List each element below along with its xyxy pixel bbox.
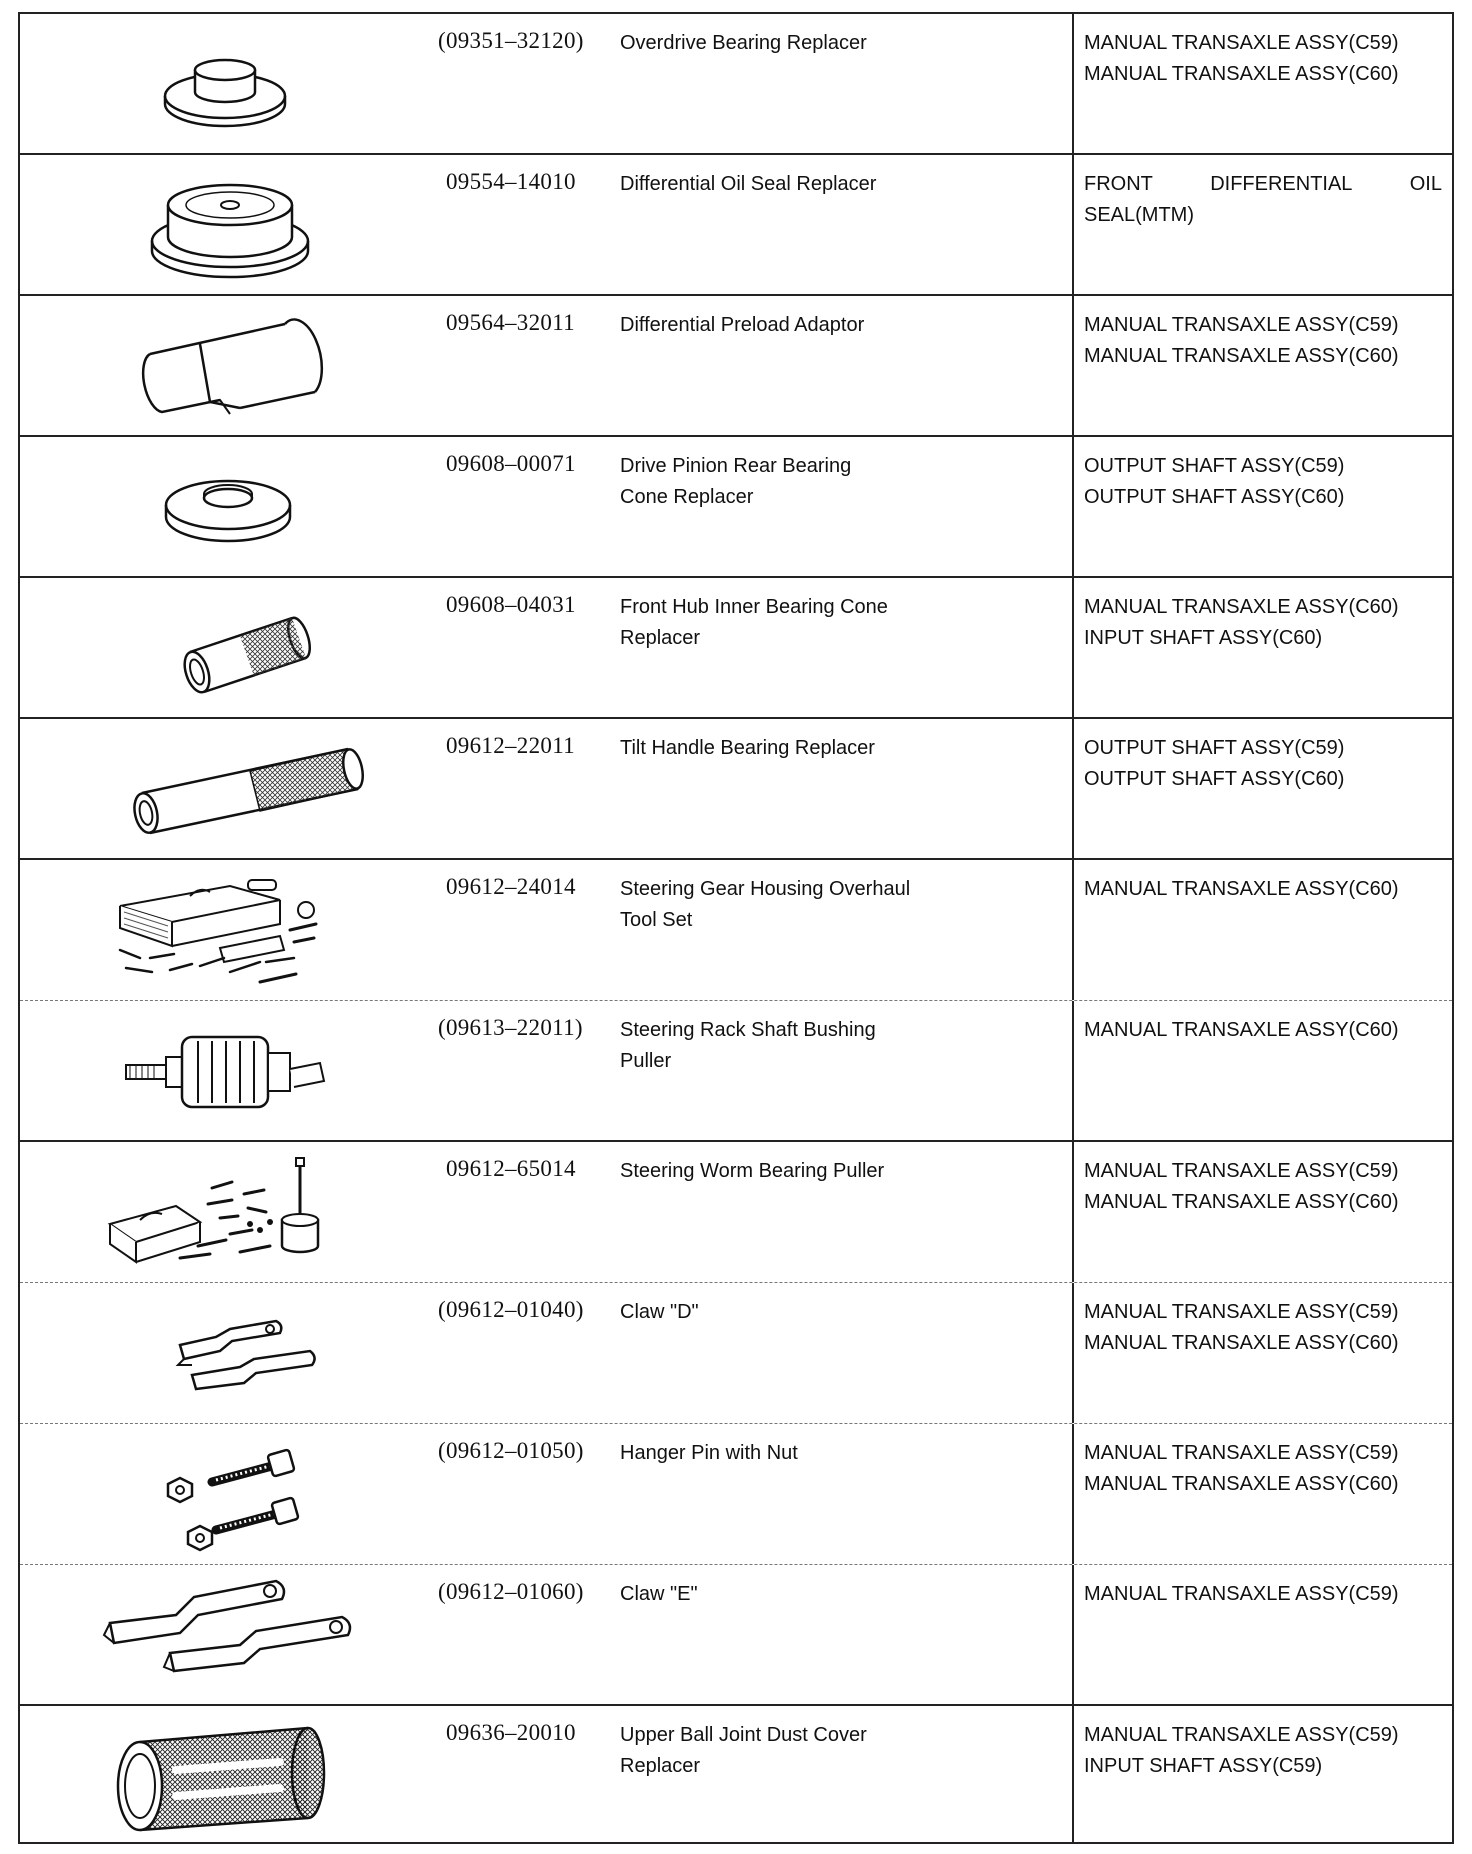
applicable-assemblies (1084, 169, 1442, 231)
assembly-line: OUTPUT SHAFT ASSY(C60) (1084, 486, 1345, 508)
part-number: 09636–20010 (446, 1720, 576, 1745)
assembly-line (1084, 169, 1442, 200)
bearing-cone-replacer-icon (80, 443, 420, 571)
applicable-assemblies (1084, 1720, 1442, 1782)
applicable-assemblies (1084, 874, 1442, 905)
assembly-line: SEAL(MTM) (1084, 204, 1194, 226)
column-divider (1072, 1283, 1074, 1423)
part-number: (09612–01040) (438, 1297, 584, 1322)
column-divider (1072, 1706, 1074, 1844)
applicable-assemblies (1084, 1438, 1442, 1500)
assembly-line: MANUAL TRANSAXLE ASSY(C60) (1084, 1473, 1399, 1495)
assembly-line: MANUAL TRANSAXLE ASSY(C60) (1084, 596, 1399, 618)
tool-description (620, 592, 1060, 654)
description-line: Puller (620, 1050, 672, 1072)
part-number: (09351–32120) (438, 28, 584, 53)
table-row (20, 14, 1452, 155)
part-number: 09564–32011 (446, 310, 575, 335)
tool-description (620, 1438, 1060, 1469)
description-line: Overdrive Bearing Replacer (620, 32, 867, 54)
applicable-assemblies (1084, 1156, 1442, 1218)
table-row (20, 155, 1452, 296)
applicable-assemblies (1084, 592, 1442, 654)
description-line: Tool Set (620, 909, 693, 931)
tool-description (620, 733, 1060, 764)
assembly-line: MANUAL TRANSAXLE ASSY(C60) (1084, 63, 1399, 85)
assembly-line: MANUAL TRANSAXLE ASSY(C59) (1084, 1160, 1399, 1182)
description-line: Claw "E" (620, 1583, 698, 1605)
part-number: (09612–01050) (438, 1438, 584, 1463)
table-row (20, 296, 1452, 437)
column-divider (1072, 719, 1074, 858)
table-row (20, 437, 1452, 578)
column-divider (1072, 14, 1074, 153)
tilt-handle-replacer-icon (80, 725, 420, 853)
part-number: (09612–01060) (438, 1579, 584, 1604)
tool-description (620, 1156, 1060, 1187)
part-number: 09608–04031 (446, 592, 576, 617)
tool-description (620, 1297, 1060, 1328)
special-tools-table (18, 12, 1454, 1844)
assembly-line: OUTPUT SHAFT ASSY(C60) (1084, 768, 1345, 790)
worm-bearing-puller-icon (80, 1148, 420, 1276)
column-divider (1072, 578, 1074, 717)
preload-adaptor-icon (80, 302, 420, 430)
tool-description (620, 451, 1060, 513)
applicable-assemblies (1084, 451, 1442, 513)
part-number: 09554–14010 (446, 169, 576, 194)
assembly-line: MANUAL TRANSAXLE ASSY(C60) (1084, 345, 1399, 367)
applicable-assemblies (1084, 28, 1442, 90)
description-line: Hanger Pin with Nut (620, 1442, 798, 1464)
tool-description (620, 310, 1060, 341)
assembly-line: MANUAL TRANSAXLE ASSY(C59) (1084, 1583, 1399, 1605)
description-line: Steering Worm Bearing Puller (620, 1160, 885, 1182)
description-line: Replacer (620, 627, 701, 649)
part-number: 09608–00071 (446, 451, 576, 476)
table-row (20, 1706, 1452, 1844)
description-line: Drive Pinion Rear Bearing (620, 455, 852, 477)
assembly-line: MANUAL TRANSAXLE ASSY(C59) (1084, 32, 1399, 54)
part-number: 09612–22011 (446, 733, 575, 758)
claw-e-icon (80, 1571, 420, 1699)
table-row (20, 719, 1452, 860)
applicable-assemblies (1084, 1015, 1442, 1046)
overhaul-tool-set-icon (80, 866, 420, 994)
assembly-word: OIL (1409, 173, 1442, 195)
bearing-replacer-disc-icon (80, 20, 420, 148)
assembly-word: FRONT (1084, 173, 1153, 195)
column-divider (1072, 1565, 1074, 1704)
description-line: Tilt Handle Bearing Replacer (620, 737, 875, 759)
description-line: Differential Oil Seal Replacer (620, 173, 877, 195)
tool-description (620, 1579, 1060, 1610)
applicable-assemblies (1084, 1579, 1442, 1610)
description-line: Front Hub Inner Bearing Cone (620, 596, 888, 618)
assembly-line: OUTPUT SHAFT ASSY(C59) (1084, 737, 1345, 759)
assembly-line: MANUAL TRANSAXLE ASSY(C60) (1084, 1191, 1399, 1213)
column-divider (1072, 155, 1074, 294)
description-line: Cone Replacer (620, 486, 754, 508)
applicable-assemblies (1084, 733, 1442, 795)
bushing-puller-icon (80, 1007, 420, 1135)
part-number: 09612–24014 (446, 874, 576, 899)
description-line: Differential Preload Adaptor (620, 314, 865, 336)
assembly-line: MANUAL TRANSAXLE ASSY(C59) (1084, 1724, 1399, 1746)
table-row (20, 1001, 1452, 1142)
assembly-line: MANUAL TRANSAXLE ASSY(C60) (1084, 878, 1399, 900)
assembly-word: DIFFERENTIAL (1210, 173, 1353, 195)
table-row (20, 1142, 1452, 1283)
column-divider (1072, 437, 1074, 576)
assembly-line: INPUT SHAFT ASSY(C60) (1084, 627, 1323, 649)
tool-description (620, 169, 1060, 200)
table-row (20, 1283, 1452, 1424)
tool-description (620, 28, 1060, 59)
description-line: Steering Rack Shaft Bushing (620, 1019, 876, 1041)
description-line: Steering Gear Housing Overhaul (620, 878, 911, 900)
oil-seal-replacer-icon (80, 161, 420, 289)
applicable-assemblies (1084, 1297, 1442, 1359)
column-divider (1072, 296, 1074, 435)
tool-description (620, 1015, 1060, 1077)
table-row (20, 1424, 1452, 1565)
column-divider (1072, 1001, 1074, 1140)
description-line: Upper Ball Joint Dust Cover (620, 1724, 867, 1746)
table-row (20, 1565, 1452, 1706)
assembly-line: MANUAL TRANSAXLE ASSY(C60) (1084, 1332, 1399, 1354)
claw-d-icon (80, 1289, 420, 1417)
table-row (20, 860, 1452, 1001)
description-line: Replacer (620, 1755, 701, 1777)
assembly-line: MANUAL TRANSAXLE ASSY(C59) (1084, 1442, 1399, 1464)
tool-description (620, 1720, 1060, 1782)
column-divider (1072, 1142, 1074, 1282)
table-row (20, 578, 1452, 719)
description-line: Claw "D" (620, 1301, 699, 1323)
dust-cover-replacer-icon (80, 1712, 420, 1840)
assembly-line: MANUAL TRANSAXLE ASSY(C59) (1084, 1301, 1399, 1323)
part-number: 09612–65014 (446, 1156, 576, 1181)
hanger-pin-icon (80, 1430, 420, 1558)
assembly-line: MANUAL TRANSAXLE ASSY(C59) (1084, 314, 1399, 336)
tool-description (620, 874, 1060, 936)
hub-bearing-replacer-icon (80, 584, 420, 712)
column-divider (1072, 1424, 1074, 1564)
assembly-line: MANUAL TRANSAXLE ASSY(C60) (1084, 1019, 1399, 1041)
applicable-assemblies (1084, 310, 1442, 372)
assembly-line: OUTPUT SHAFT ASSY(C59) (1084, 455, 1345, 477)
assembly-line: INPUT SHAFT ASSY(C59) (1084, 1755, 1323, 1777)
part-number: (09613–22011) (438, 1015, 583, 1040)
column-divider (1072, 860, 1074, 1000)
